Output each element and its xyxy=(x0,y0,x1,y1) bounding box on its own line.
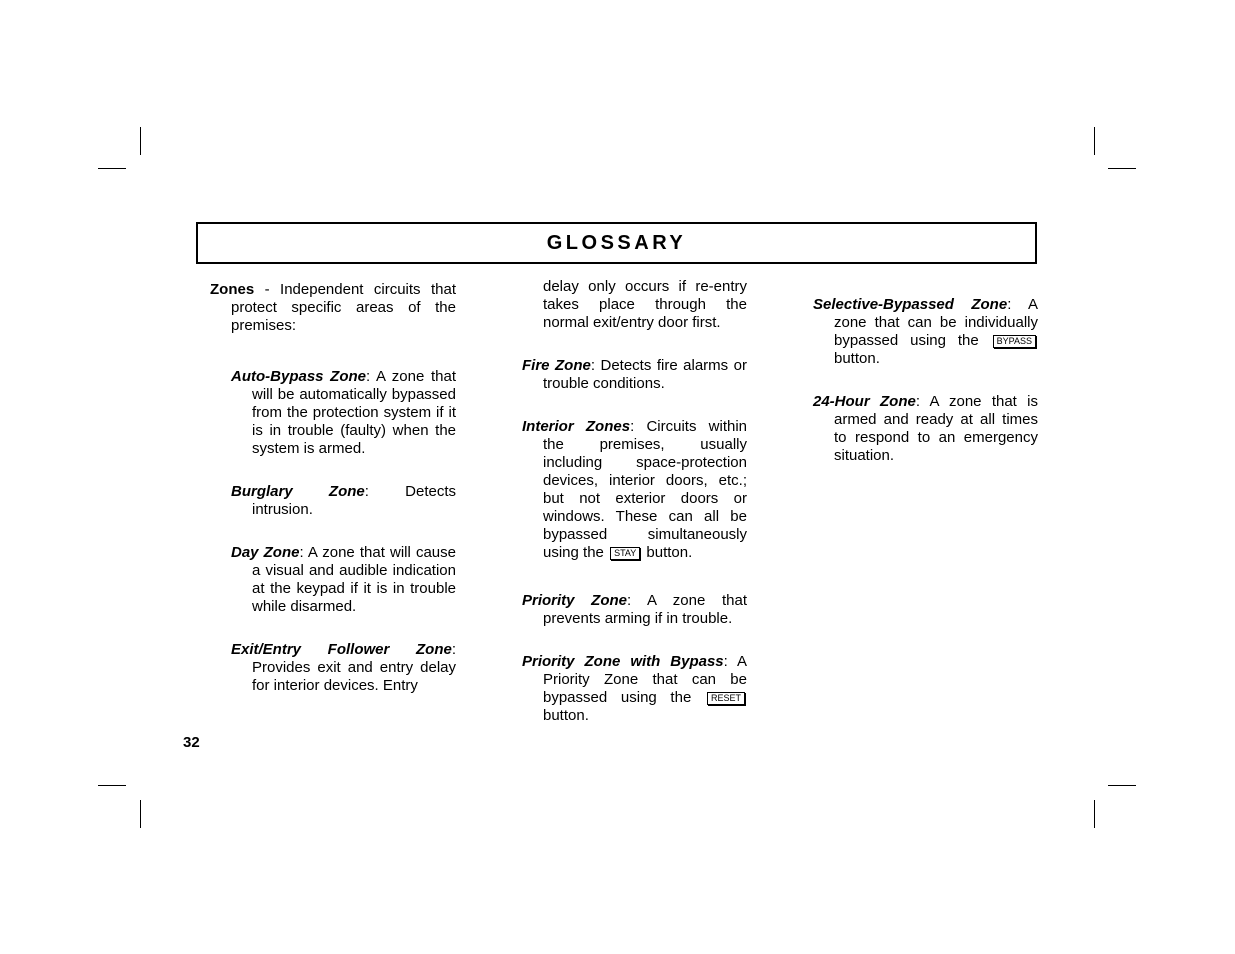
page-number: 32 xyxy=(183,734,200,751)
glossary-term: Priority Zone with Bypass xyxy=(522,653,724,670)
glossary-entry-exit-entry-continued xyxy=(522,278,747,332)
glossary-entry-24-hour xyxy=(813,393,1038,465)
crop-mark xyxy=(98,168,126,169)
reset-key-icon: RESET xyxy=(707,692,745,705)
glossary-definition-end: button. xyxy=(834,350,880,367)
glossary-term: Auto-Bypass Zone xyxy=(231,368,366,385)
glossary-entry-selective-bypassed xyxy=(813,296,1038,368)
glossary-term: Interior Zones xyxy=(522,418,631,435)
glossary-definition-end: button. xyxy=(543,707,589,724)
crop-mark xyxy=(140,800,141,828)
glossary-entry-auto-bypass xyxy=(231,368,456,458)
glossary-term: Burglary Zone xyxy=(231,483,365,500)
glossary-definition: : A zone that will be automatically bypassed from the protection system if it is in trouble (faulty) when the system is armed. xyxy=(252,368,456,457)
glossary-entry-burglary xyxy=(231,483,456,519)
glossary-definition: - Independent circuits that protect specific areas of the premises: xyxy=(231,281,456,334)
glossary-definition: : Detects fire alarms or trouble conditions. xyxy=(543,357,748,392)
glossary-entry-interior xyxy=(522,418,747,562)
crop-mark xyxy=(98,785,126,786)
glossary-entry-fire xyxy=(522,357,747,393)
glossary-column-1 xyxy=(210,281,456,695)
glossary-entry-zones xyxy=(210,281,456,335)
page-title-box xyxy=(196,222,1037,264)
glossary-term: Exit/Entry Follower Zone xyxy=(231,641,452,658)
crop-mark xyxy=(140,127,141,155)
glossary-definition: : Detects intrusion. xyxy=(252,483,456,518)
crop-mark xyxy=(1108,168,1136,169)
glossary-term: 24-Hour Zone xyxy=(813,393,916,410)
glossary-definition: : A Priority Zone that can be bypassed using the xyxy=(543,653,747,706)
glossary-term: Priority Zone xyxy=(522,592,627,609)
glossary-entry-day xyxy=(231,544,456,616)
glossary-column-2 xyxy=(522,278,747,725)
page-title: GLOSSARY xyxy=(546,231,687,254)
glossary-definition: : A zone that prevents arming if in trouble. xyxy=(543,592,747,627)
glossary-definition: : A zone that will cause a visual and audible indication at the keypad if it is in trouble while disarmed. xyxy=(252,544,456,615)
glossary-definition-end: button. xyxy=(642,544,693,561)
glossary-column-3 xyxy=(813,296,1038,465)
glossary-definition: : A zone that is armed and ready at all times to respond to an emergency situation. xyxy=(834,393,1038,464)
glossary-term: Day Zone xyxy=(231,544,300,561)
crop-mark xyxy=(1094,127,1095,155)
glossary-entry-priority-bypass xyxy=(522,653,747,725)
bypass-key-icon: BYPASS xyxy=(993,335,1036,348)
glossary-definition: : Provides exit and entry delay for interior devices. Entry xyxy=(252,641,456,694)
glossary-term: Selective-Bypassed Zone xyxy=(813,296,1008,313)
glossary-definition: delay only occurs if re-entry takes place through the normal exit/entry door first. xyxy=(543,278,747,331)
glossary-entry-exit-entry xyxy=(231,641,456,695)
glossary-definition: : A zone that can be individually bypassed using the xyxy=(834,296,1038,349)
glossary-entry-priority xyxy=(522,592,747,628)
glossary-term: Zones xyxy=(210,281,255,298)
crop-mark xyxy=(1108,785,1136,786)
stay-key-icon: STAY xyxy=(610,547,640,560)
glossary-term: Fire Zone xyxy=(522,357,591,374)
glossary-definition: : Circuits within the premises, usually including space-protection devices, interior doors, etc.; but not exterior doors or windows. These can all be bypassed simultaneously using the xyxy=(543,418,748,561)
crop-mark xyxy=(1094,800,1095,828)
